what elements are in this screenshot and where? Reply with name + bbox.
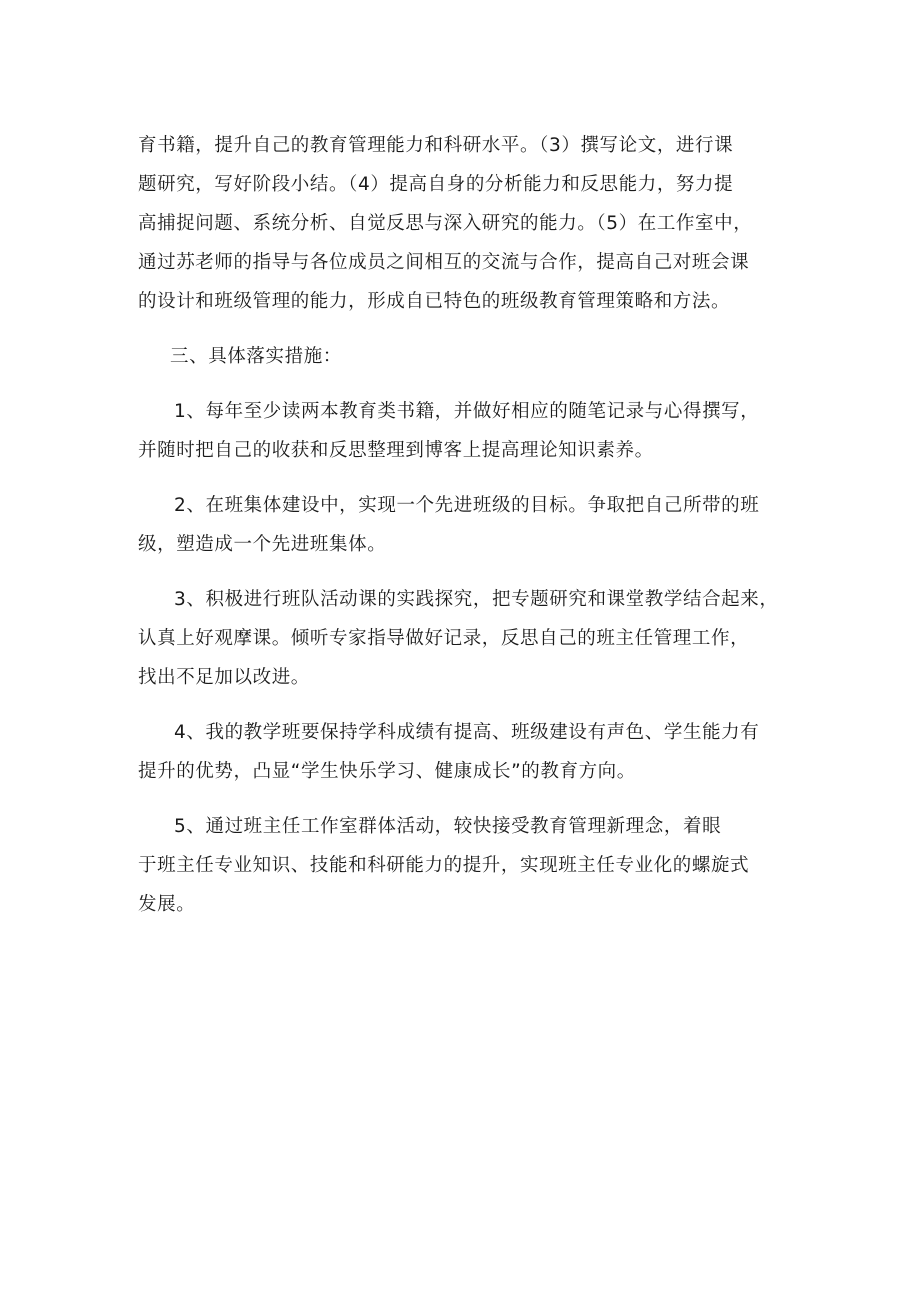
text-line: 育书籍，提升自己的教育管理能力和科研水平。（3）撰写论文，进行课 bbox=[138, 135, 734, 156]
paragraph-measure-3 bbox=[138, 580, 788, 697]
text-line: 发展。 bbox=[138, 894, 196, 915]
text-line: 3、积极进行班队活动课的实践探究，把专题研究和课堂教学结合起来， bbox=[174, 589, 779, 610]
text-line: 题研究，写好阶段小结。（4）提高自身的分析能力和反思能力，努力提 bbox=[138, 174, 734, 195]
paragraph-spacer bbox=[138, 564, 788, 580]
section-heading bbox=[138, 337, 788, 376]
paragraph-intro-continuation bbox=[138, 126, 788, 321]
text-line: 1、每年至少读两本教育类书籍，并做好相应的随笔记录与心得撰写， bbox=[174, 401, 760, 422]
text-line: 认真上好观摩课。倾听专家指导做好记录，反思自己的班主任管理工作， bbox=[138, 628, 750, 649]
paragraph-measure-2 bbox=[138, 486, 788, 564]
text-line: 2、在班集体建设中，实现一个先进班级的目标。争取把自己所带的班 bbox=[174, 495, 760, 516]
section-heading-text: 三、具体落实措施： bbox=[170, 346, 342, 367]
paragraph-spacer bbox=[138, 791, 788, 807]
text-line: 高捕捉问题、系统分析、自觉反思与深入研究的能力。（5）在工作室中， bbox=[138, 213, 753, 234]
text-line: 通过苏老师的指导与各位成员之间相互的交流与合作，提高自己对班会课 bbox=[138, 252, 750, 273]
paragraph-measure-1 bbox=[138, 392, 788, 470]
text-line: 并随时把自己的收获和反思整理到博客上提高理论知识素养。 bbox=[138, 440, 654, 461]
text-line: 提升的优势，凸显“学生快乐学习、健康成长”的教育方向。 bbox=[138, 761, 636, 782]
paragraph-spacer bbox=[138, 321, 788, 337]
text-line: 级，塑造成一个先进班集体。 bbox=[138, 534, 387, 555]
paragraph-spacer bbox=[138, 376, 788, 392]
paragraph-spacer bbox=[138, 697, 788, 713]
document-body bbox=[138, 126, 788, 924]
paragraph-measure-5 bbox=[138, 807, 788, 924]
text-line: 于班主任专业知识、技能和科研能力的提升，实现班主任专业化的螺旋式 bbox=[138, 855, 750, 876]
text-line: 的设计和班级管理的能力，形成自已特色的班级教育管理策略和方法。 bbox=[138, 291, 731, 312]
paragraph-spacer bbox=[138, 470, 788, 486]
text-line: 4、我的教学班要保持学科成绩有提高、班级建设有声色、学生能力有 bbox=[174, 722, 760, 743]
text-line: 5、通过班主任工作室群体活动，较快接受教育管理新理念，着眼 bbox=[174, 816, 722, 837]
paragraph-measure-4 bbox=[138, 713, 788, 791]
text-line: 找出不足加以改进。 bbox=[138, 667, 310, 688]
